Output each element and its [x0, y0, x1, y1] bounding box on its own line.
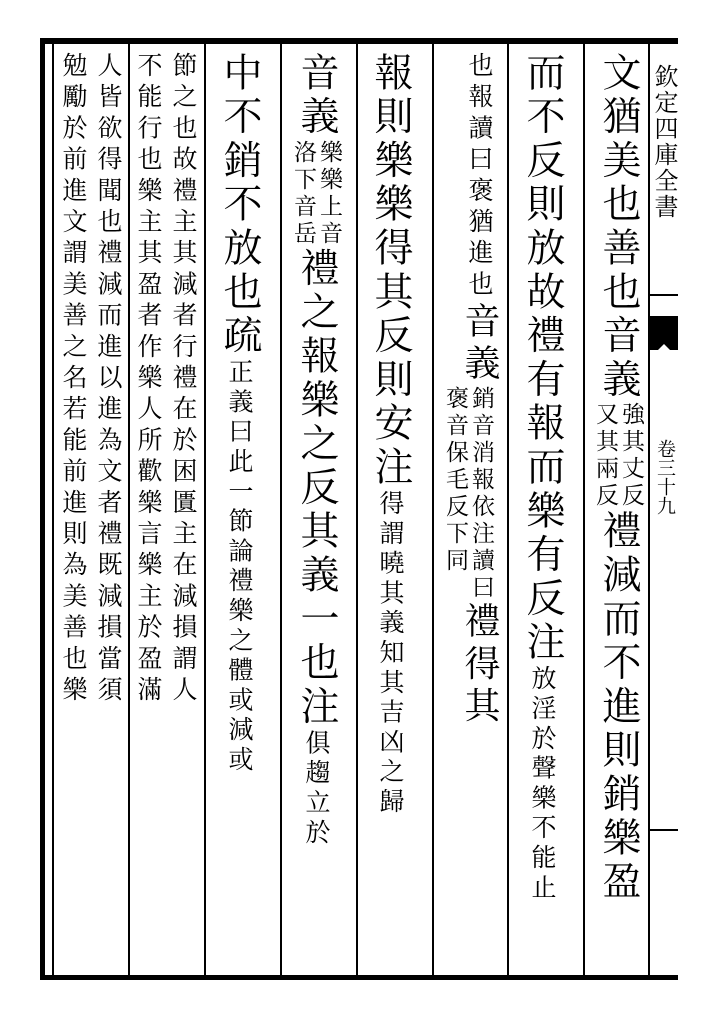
text-column-9: 人皆欲得聞也禮減而進以進為文者禮既減損當須: [94, 52, 123, 708]
text-column-3: [442, 52, 500, 729]
annotation-double-line: [290, 140, 342, 248]
text-column-7: 節之也故禮主其減者行禮在於困匱主在減損謂人: [169, 52, 198, 708]
text-column-1: [592, 52, 644, 905]
annotation-line: 又其兩反: [592, 402, 618, 511]
note-text: 正義曰此一節論禮樂之體或減或: [225, 358, 254, 776]
margin-rule: [650, 829, 678, 831]
annotation-line: 洛下音岳: [290, 139, 316, 248]
note-text: 得謂曉其義知其吉凶之歸: [376, 490, 405, 818]
annotation-line: 強其丈反: [618, 402, 644, 511]
frame-bottom-border: [40, 975, 678, 980]
section-mark: 音義: [294, 52, 339, 140]
column-rule: [356, 44, 358, 975]
note-text: 放淫於聲樂不能止: [528, 665, 557, 904]
column-text: 報則樂樂得其反則安注: [368, 52, 413, 490]
text-column-5: [290, 52, 342, 849]
annotation-line: 樂樂上音: [316, 139, 342, 248]
note-text: 俱趨立於: [302, 729, 331, 849]
annotation-double-line: [592, 402, 644, 510]
column-rule: [432, 44, 434, 975]
book-title: 欽定四庫全書: [650, 64, 678, 220]
margin-rule: [650, 294, 678, 296]
text-column-6: [213, 52, 265, 776]
volume-number: 卷三十九: [654, 439, 676, 515]
annotation-line: 褒音保毛反下同: [442, 386, 468, 576]
frame-left-border: [40, 38, 45, 980]
text-column-4: [364, 52, 416, 818]
column-text: 禮之報樂之反其義一也注: [294, 247, 339, 730]
page-margin: [650, 44, 678, 975]
text-column-10: 勉勵於前進文謂美善之名若能前進則為美善也樂: [59, 52, 88, 708]
text-column-2: [516, 52, 568, 904]
annotation-line: 銷音消報依注讀曰: [468, 386, 494, 603]
column-rule: [204, 44, 206, 975]
column-text: 而不反則放故禮有報而樂有反注: [520, 52, 565, 666]
column-text: 中不銷不放也疏: [217, 52, 262, 359]
column-rule: [507, 44, 509, 975]
column-text: 文猶美也善也音義: [596, 52, 641, 403]
note-text: 也報讀曰褒猶進也: [465, 52, 494, 302]
column-text: 禮得其: [459, 602, 500, 729]
column-rule: [128, 44, 130, 975]
frame-left-inner-border: [52, 44, 54, 975]
column-text: 禮減而不進則銷樂盈: [596, 510, 641, 905]
section-mark: 音義: [459, 301, 500, 387]
column-rule: [280, 44, 282, 975]
fishtail-notch: [654, 344, 674, 354]
text-column-8: 不能行也樂主其盈者作樂人所歡樂言樂主於盈滿: [134, 52, 163, 708]
column-rule: [583, 44, 585, 975]
annotation-double-line: [442, 386, 494, 602]
